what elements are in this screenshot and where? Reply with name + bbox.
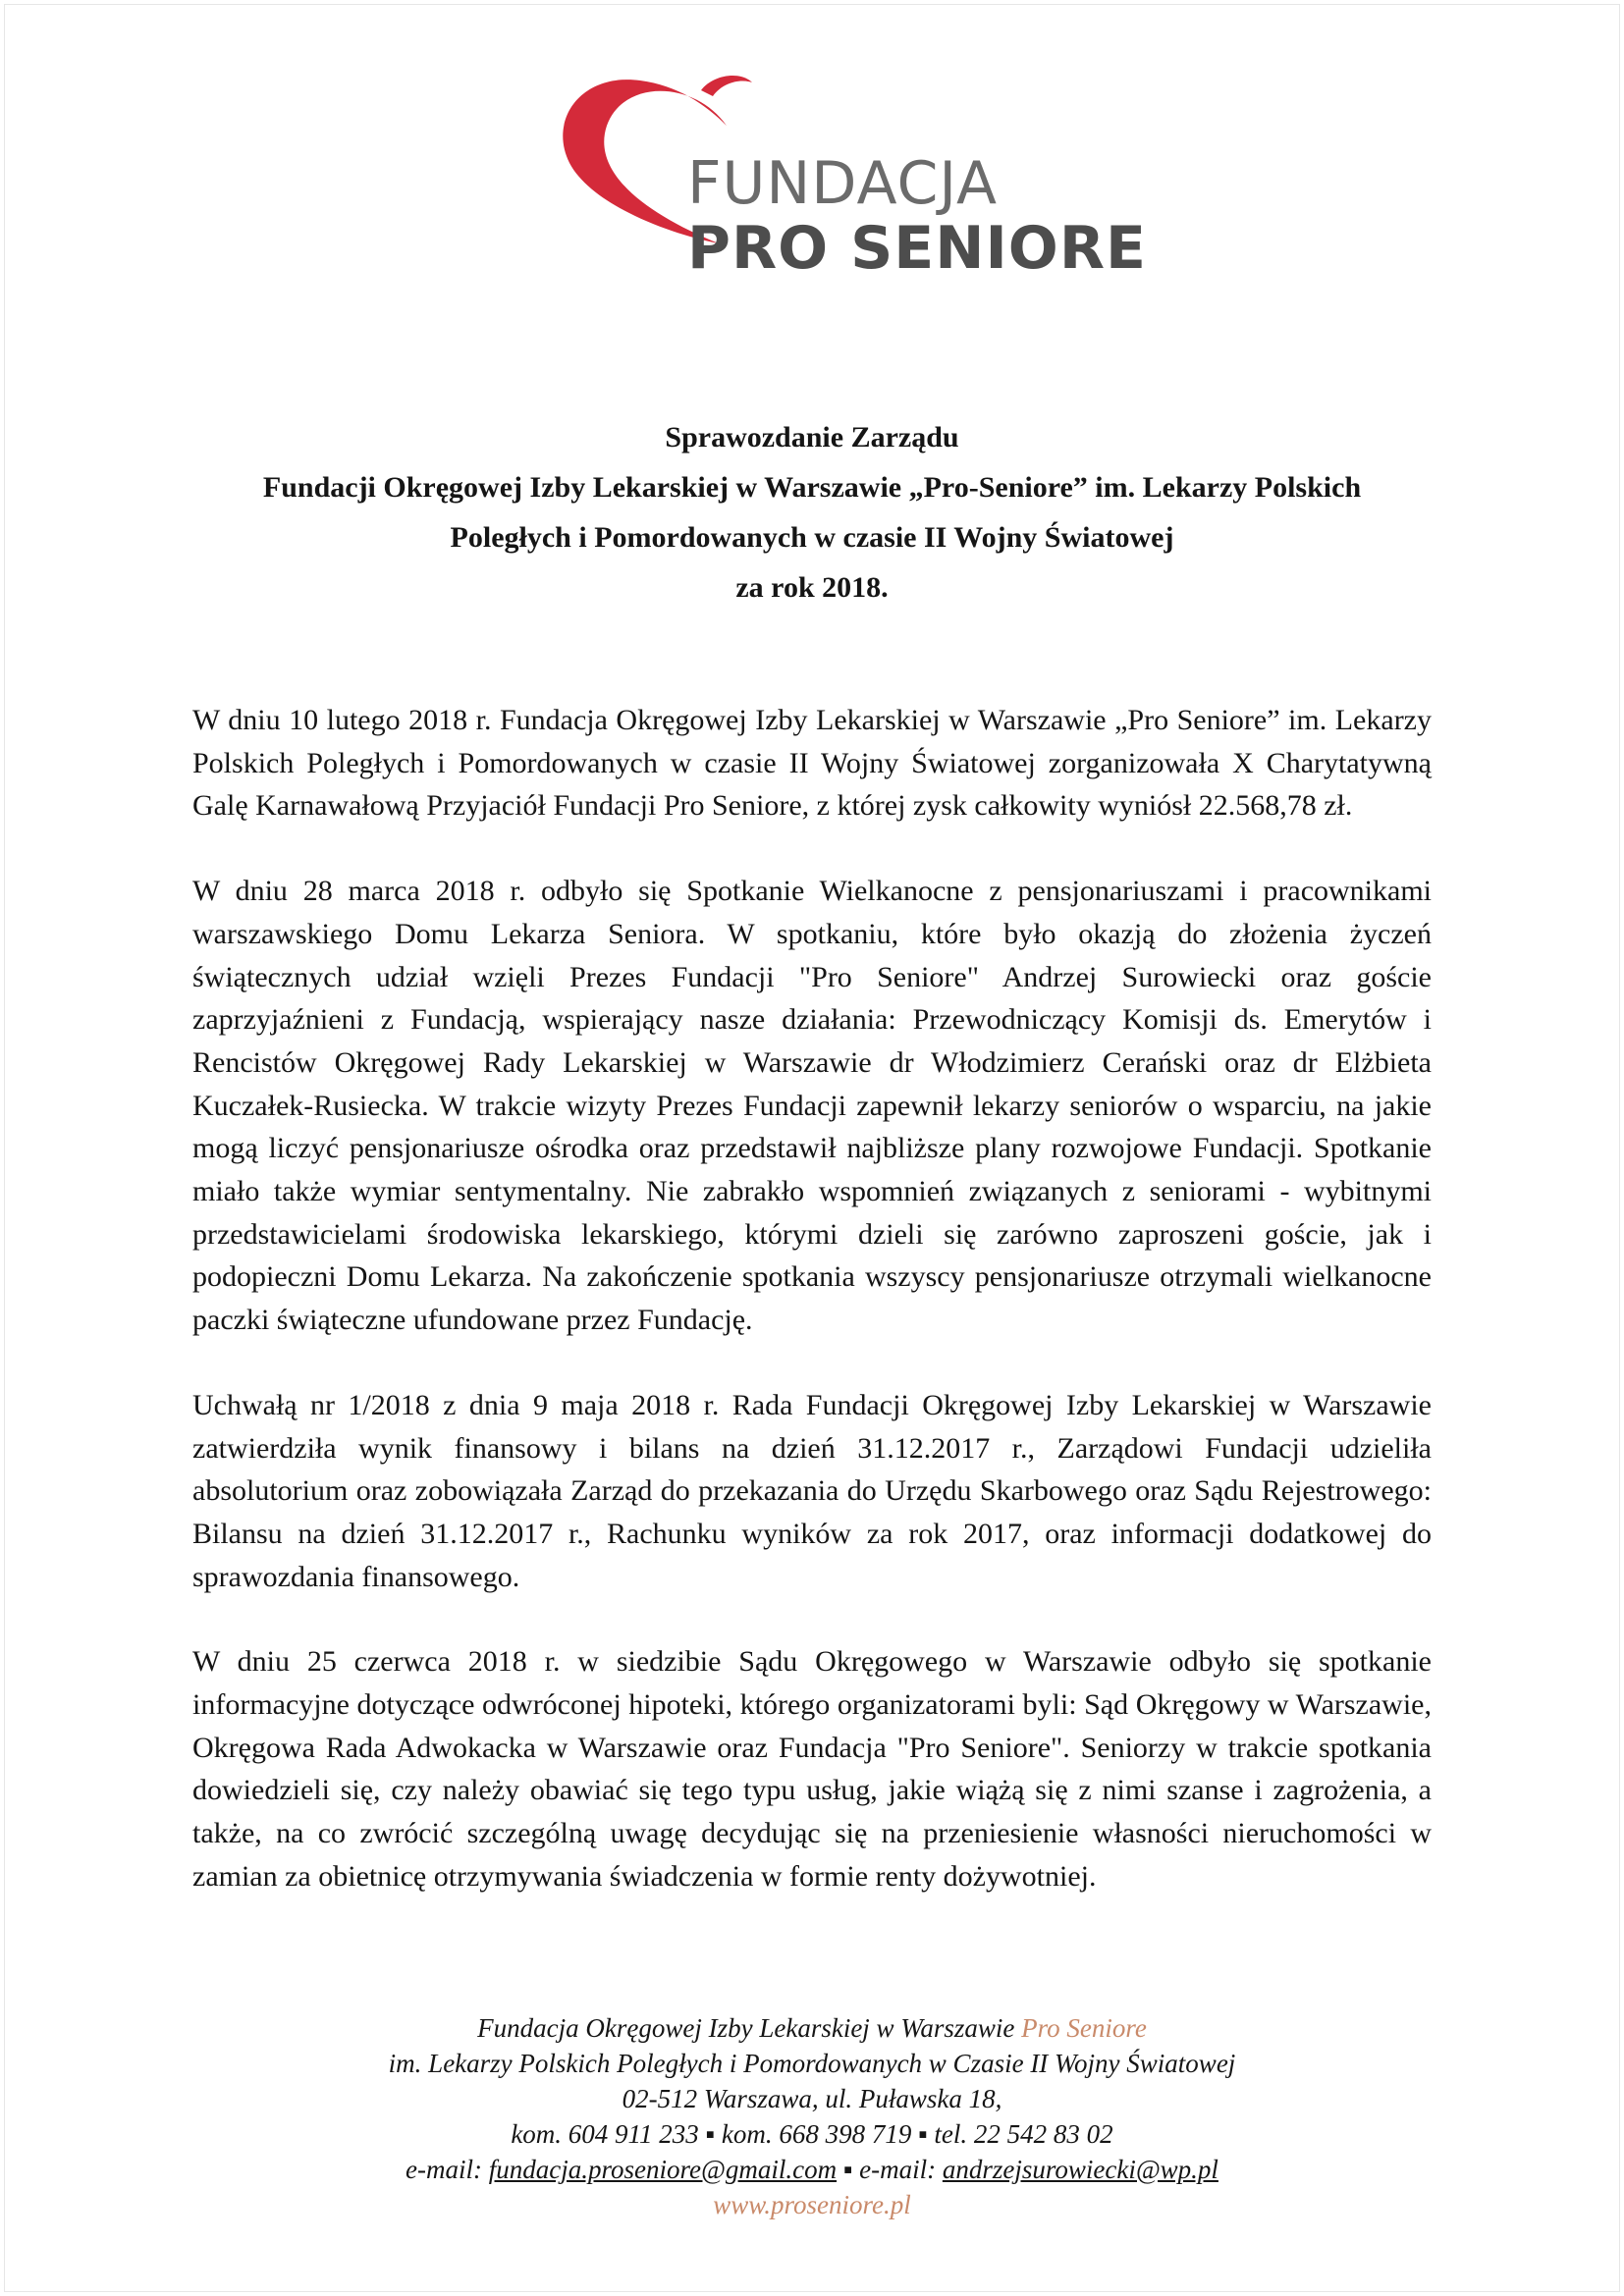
footer-line-2: im. Lekarzy Polskich Poległych i Pomordowanych w Czasie II Wojny Światowej: [388, 2049, 1236, 2078]
email-2-link[interactable]: andrzejsurowiecki@wp.pl: [942, 2155, 1218, 2184]
letterhead-footer: [177, 2010, 1447, 2222]
email-1-link[interactable]: fundacja.proseniore@gmail.com: [488, 2155, 838, 2184]
paragraph-carnival-gala: W dniu 10 lutego 2018 r. Fundacja Okręgowej Izby Lekarskiej w Warszawie „Pro Seniore” im. Lekarzy Polskich Poległych i Pomordowanych w czasie II Wojny Światowej zorganizowała X Charytatywną Galę Karnawałową Przyjaciół Fundacji Pro Seniore, z której zysk całkowity wyniósł 22.568,78 zł.: [192, 704, 1432, 823]
footer-line-1: [177, 2010, 1447, 2046]
paragraph-easter-meeting: W dniu 28 marca 2018 r. odbyło się Spotkanie Wielkanocne z pensjonariuszami i pracownikami warszawskiego Domu Lekarza Seniora. W spotkaniu, które było okazją do złożenia życzeń świątecznych udział wzięli Prezes Fundacji "Pro Seniore" Andrzej Surowiecki oraz goście zaprzyjaźnieni z Fundacją, wspierający nasze działania: Przewodniczący Komisji ds. Emerytów i Rencistów Okręgowej Rady Lekarskiej w Warszawie dr Włodzimierz Cerański oraz dr Elżbieta Kuczałek-Rusiecka. W trakcie wizyty Prezes Fundacji zapewnił lekarzy seniorów o wsparciu, na jakie mogą liczyć pensjonariusze ośrodka oraz przedstawił najbliższe plany rozwojowe Fundacji. Spotkanie miało także wymiar sentymentalny. Nie zabrakło wspomnień związanych z seniorami - wybitnymi przedstawicielami środowiska lekarskiego, którymi dzieli się zarówno zaproszeni goście, jak i podopieczni Domu Lekarza. Na zakończenie spotkania wszyscy pensjonariusze otrzymali wielkanocne paczki świąteczne ufundowane przez Fundację.: [192, 875, 1432, 1337]
logo-text-fundacja: FUNDACJA: [687, 149, 999, 218]
logo-text-pro-seniore: PRO SENIORE: [687, 214, 1148, 283]
footer-phones: kom. 604 911 233 ▪ kom. 668 398 719 ▪ tel. 22 542 83 02: [511, 2119, 1113, 2149]
report-title: [157, 412, 1467, 613]
title-line-3: Poległych i Pomordowanych w czasie II Wojny Światowej: [450, 521, 1174, 554]
footer-pro-seniore: Pro Seniore: [1021, 2013, 1147, 2043]
email-separator: ▪: [842, 2155, 853, 2184]
email-1-label: e-mail:: [406, 2155, 483, 2184]
footer-emails: [177, 2152, 1447, 2187]
website-link[interactable]: www.proseniore.pl: [713, 2190, 911, 2219]
footer-website-line: [177, 2187, 1447, 2222]
title-line-4: za rok 2018.: [735, 571, 889, 604]
paragraph-reverse-mortgage-meeting: W dniu 25 czerwca 2018 r. w siedzibie Sądu Okręgowego w Warszawie odbyło się spotkanie informacyjne dotyczące odwróconej hipoteki, którego organizatorami byli: Sąd Okręgowy w Warszawie, Okręgowa Rada Adwokacka w Warszawie oraz Fundacja "Pro Seniore". Seniorzy w trakcie spotkania dowiedzieli się, czy należy obawiać się tego typu usług, jakie wiążą się z nimi szanse i zagrożenia, a także, na co zwrócić szczególną uwagę decydując się na przeniesienie własności nieruchomości w zamian za obietnicę otrzymywania świadczenia w formie renty dożywotniej.: [192, 1645, 1432, 1893]
email-2-label: e-mail:: [859, 2155, 937, 2184]
title-line-2: Fundacji Okręgowej Izby Lekarskiej w Warszawie „Pro-Seniore” im. Lekarzy Polskich: [262, 471, 1362, 504]
title-line-1: Sprawozdanie Zarządu: [665, 421, 959, 454]
foundation-logo: [530, 69, 1148, 283]
footer-address: 02-512 Warszawa, ul. Puławska 18,: [622, 2084, 1002, 2113]
paragraph-council-resolution: Uchwałą nr 1/2018 z dnia 9 maja 2018 r. Rada Fundacji Okręgowej Izby Lekarskiej w Warszawie zatwierdziła wynik finansowy i bilans na dzień 31.12.2017 r., Zarządowi Fundacji udzieliła absolutorium oraz zobowiązała Zarząd do przekazania do Urzędu Skarbowego oraz Sądu Rejestrowego: Bilansu na dzień 31.12.2017 r., Rachunku wyników za rok 2017, oraz informacji dodatkowej do sprawozdania finansowego.: [192, 1388, 1432, 1593]
footer-foundation-name: Fundacja Okręgowej Izby Lekarskiej w Warszawie: [477, 2013, 1015, 2043]
report-body: [192, 699, 1432, 1941]
